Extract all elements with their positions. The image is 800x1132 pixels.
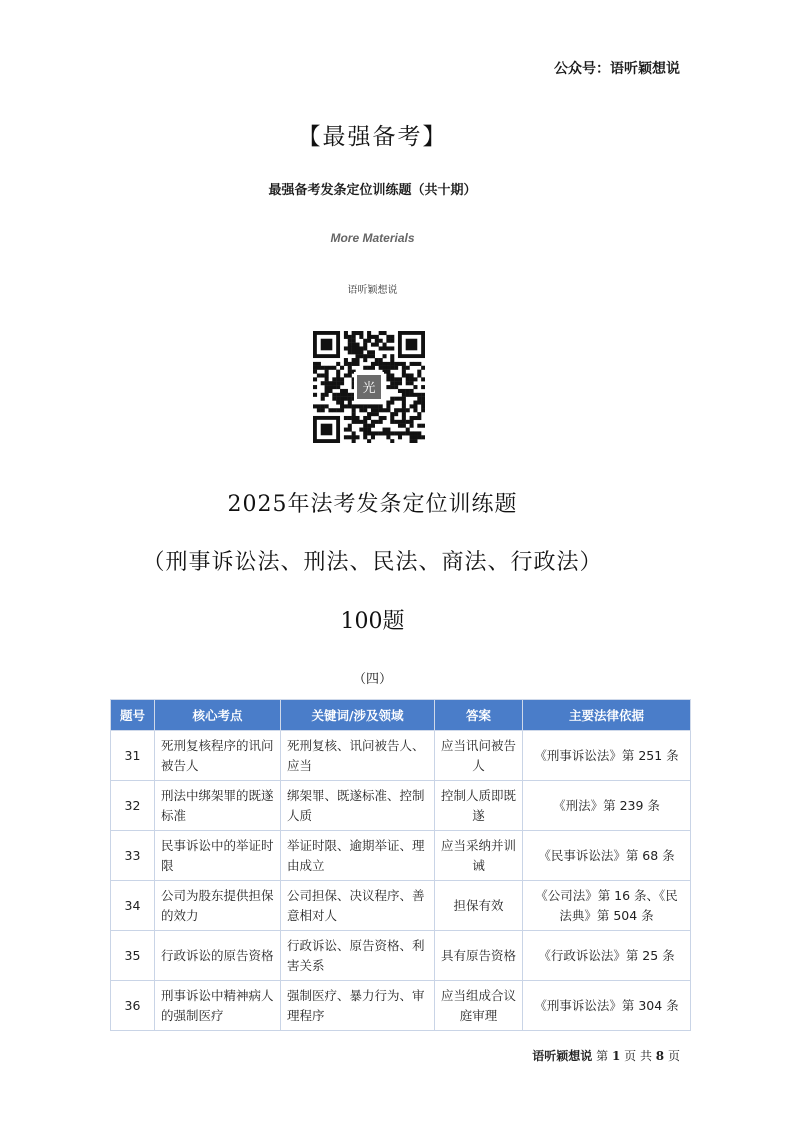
subjects-subtitle: （刑事诉讼法、刑法、民法、商法、行政法） (142, 550, 603, 575)
footer-total-pages: 8 (655, 1049, 665, 1063)
table-row (111, 931, 691, 981)
table-row (111, 731, 691, 781)
page-footer (400, 1047, 680, 1064)
cell-core-point: 刑法中绑架罪的既遂标准 (155, 781, 281, 831)
cell-answer: 担保有效 (435, 881, 523, 931)
cell-keywords: 死刑复核、讯问被告人、应当 (281, 731, 435, 781)
document-title: 2025年法考发条定位训练题 (227, 492, 518, 517)
cell-answer: 控制人质即既遂 (435, 781, 523, 831)
cell-number: 36 (111, 981, 155, 1031)
table-row (111, 831, 691, 881)
cell-keywords: 行政诉讼、原告资格、利害关系 (281, 931, 435, 981)
cell-core-point: 行政诉讼的原告资格 (155, 931, 281, 981)
cell-legal-basis: 《刑事诉讼法》第 251 条 (523, 731, 691, 781)
header-legal-basis: 主要法律依据 (523, 700, 691, 731)
page-heading: 【最强备考】 (297, 124, 448, 150)
table-header-row (111, 700, 691, 731)
more-materials-label: More Materials (330, 231, 415, 245)
cell-legal-basis: 《刑法》第 239 条 (523, 781, 691, 831)
cell-legal-basis: 《刑事诉讼法》第 304 条 (523, 981, 691, 1031)
cell-legal-basis: 《公司法》第 16 条、《民法典》第 504 条 (523, 881, 691, 931)
cell-legal-basis: 《行政诉讼法》第 25 条 (523, 931, 691, 981)
issue-number: （四） (352, 672, 392, 687)
footer-page-number: 1 (611, 1049, 621, 1063)
qr-logo-glyph: 光 (362, 381, 376, 396)
table-row (111, 881, 691, 931)
footer-page-prefix: 第 (596, 1049, 609, 1063)
author-label: 语听颖想说 (347, 285, 398, 296)
footer-page-suffix: 页 (667, 1049, 680, 1063)
cell-number: 33 (111, 831, 155, 881)
wechat-account-label: 公众号：语听颖想说 (554, 61, 680, 77)
cell-number: 32 (111, 781, 155, 831)
cell-core-point: 民事诉讼中的举证时限 (155, 831, 281, 881)
cell-answer: 应当采纳并训诫 (435, 831, 523, 881)
cell-core-point: 死刑复核程序的讯问被告人 (155, 731, 281, 781)
series-subtitle: 最强备考发条定位训练题（共十期） (268, 183, 477, 198)
cell-core-point: 公司为股东提供担保的效力 (155, 881, 281, 931)
header-core-point: 核心考点 (155, 700, 281, 731)
footer-page-middle: 页 共 (624, 1049, 652, 1063)
footer-brand: 语听颖想说 (532, 1049, 593, 1063)
cell-answer: 应当组成合议庭审理 (435, 981, 523, 1031)
table-row (111, 781, 691, 831)
cell-keywords: 公司担保、决议程序、善意相对人 (281, 881, 435, 931)
header-question-number: 题号 (111, 700, 155, 731)
question-count: 100题 (340, 609, 405, 634)
qr-code-image (313, 331, 425, 443)
cell-number: 34 (111, 881, 155, 931)
header-answer: 答案 (435, 700, 523, 731)
table-row (111, 981, 691, 1031)
cell-answer: 具有原告资格 (435, 931, 523, 981)
cell-core-point: 刑事诉讼中精神病人的强制医疗 (155, 981, 281, 1031)
question-table (110, 699, 691, 1031)
cell-number: 31 (111, 731, 155, 781)
cell-number: 35 (111, 931, 155, 981)
cell-legal-basis: 《民事诉讼法》第 68 条 (523, 831, 691, 881)
header-keywords: 关键词/涉及领域 (281, 700, 435, 731)
cell-keywords: 举证时限、逾期举证、理由成立 (281, 831, 435, 881)
cell-keywords: 强制医疗、暴力行为、审理程序 (281, 981, 435, 1031)
cell-answer: 应当讯问被告人 (435, 731, 523, 781)
cell-keywords: 绑架罪、既遂标准、控制人质 (281, 781, 435, 831)
